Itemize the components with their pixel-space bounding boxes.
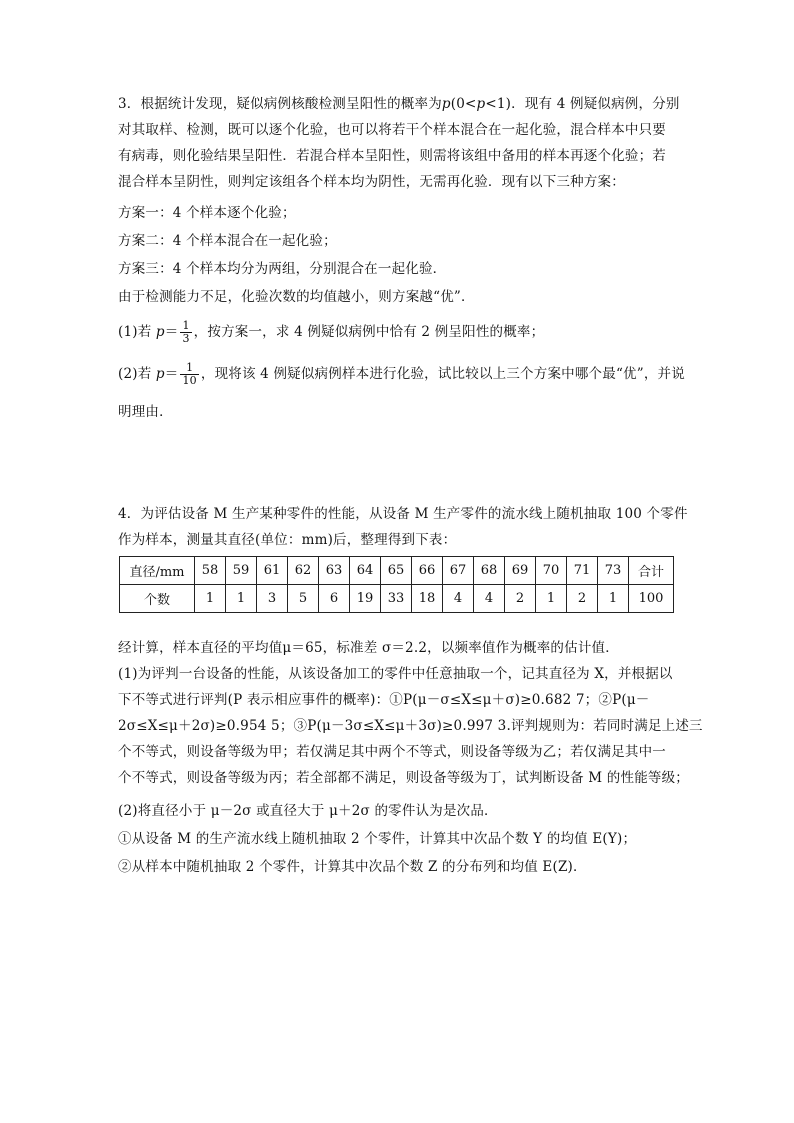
table-cell: 19: [350, 585, 381, 613]
q3-text: 3．根据统计发现，疑似病例核酸检测呈阳性的概率为: [118, 96, 442, 112]
part-label: (2)若: [118, 366, 156, 382]
table-cell: 4: [474, 585, 505, 613]
equals: ＝: [164, 366, 179, 382]
q3-part-1: [118, 318, 544, 346]
table-cell: 6: [319, 585, 350, 613]
q3-plan-2: 方案二：4 个样本混合在一起化验；: [118, 233, 337, 249]
q3-text: ．现有 4 例疑似病例，分别: [511, 96, 680, 112]
table-cell-total: 100: [629, 585, 674, 613]
q4-line-5: 下不等式进行评判(P 表示相应事件的概率)：①P(μ－σ≤X≤μ＋σ)≥0.682 7；②P(μ－: [118, 692, 650, 708]
table-cell: 68: [474, 557, 505, 585]
table-cell: 69: [505, 557, 536, 585]
table-cell-total: 合计: [629, 557, 674, 585]
table-cell: 71: [567, 557, 598, 585]
q4-line-7: 个不等式，则设备等级为甲；若仅满足其中两个不等式，则设备等级为乙；若仅满足其中一: [118, 744, 666, 760]
q3-plan-3: 方案三：4 个样本均分为两组，分别混合在一起化验．: [118, 261, 447, 277]
fraction-one-third: [180, 320, 191, 345]
var-p: p: [155, 366, 165, 382]
q3-plan-1: 方案一：4 个样本逐个化验；: [118, 205, 296, 221]
q4-line-2: 作为样本，测量其直径(单位：mm)后，整理得到下表：: [118, 532, 457, 548]
q4-line-3: 经计算，样本直径的平均值μ＝65，标准差 σ＝2.2，以频率值作为概率的估计值．: [118, 640, 619, 656]
q3-line-4: 混合样本呈阴性，则判定该组各个样本均为阴性，无需再化验．现有以下三种方案：: [118, 174, 625, 190]
table-header-cell: 直径/mm: [120, 557, 195, 585]
denominator: 10: [182, 374, 197, 387]
equals: ＝: [164, 324, 179, 340]
q3-text: <1): [485, 96, 512, 112]
q4-line-9: (2)将直径小于 μ－2σ 或直径大于 μ＋2σ 的零件认为是次品．: [118, 803, 498, 819]
var-p: p: [155, 324, 165, 340]
part-text: ，按方案一，求 4 例疑似病例中恰有 2 例呈阳性的概率；: [193, 324, 545, 340]
table-cell: 4: [443, 585, 474, 613]
q3-var-p: p: [476, 96, 486, 112]
q3-line-2: 对其取样、检测，既可以逐个化验，也可以将若干个样本混合在一起化验，混合样本中只要: [118, 122, 666, 138]
part-text: ，现将该 4 例疑似病例样本进行化验，试比较以上三个方案中哪个最“优”，并说: [200, 366, 685, 382]
table-header-cell: 个数: [120, 585, 195, 613]
table-cell: 1: [226, 585, 257, 613]
q3-part-2: [118, 360, 685, 388]
table-cell: 67: [443, 557, 474, 585]
table-cell: 70: [536, 557, 567, 585]
table-cell: 65: [381, 557, 412, 585]
q4-line-10: ①从设备 M 的生产流水线上随机抽取 2 个零件，计算其中次品个数 Y 的均值 E(Y)；: [118, 831, 637, 847]
table-cell: 3: [257, 585, 288, 613]
table-cell: 61: [257, 557, 288, 585]
table-cell: 33: [381, 585, 412, 613]
table-cell: 62: [288, 557, 319, 585]
part-label: (1)若: [118, 324, 156, 340]
q4-line-8: 个不等式，则设备等级为丙；若全部都不满足，则设备等级为丁，试判断设备 M 的性能等级；: [118, 770, 690, 786]
q3-line-1: [118, 94, 680, 114]
q3-line-8: 由于检测能力不足，化验次数的均值越小，则方案越“优”．: [118, 289, 475, 305]
table-cell: 59: [226, 557, 257, 585]
q4-line-11: ②从样本中随机抽取 2 个零件，计算其中次品个数 Z 的分布列和均值 E(Z)．: [118, 859, 587, 875]
q3-text: (0<: [450, 96, 477, 112]
table-cell: 73: [598, 557, 629, 585]
table-cell: 63: [319, 557, 350, 585]
table-cell: 2: [567, 585, 598, 613]
q4-line-6: 2σ≤X≤μ＋2σ)≥0.954 5；③P(μ－3σ≤X≤μ＋3σ)≥0.997 3.评判规则为：若同时满足上述三: [118, 718, 703, 734]
q3-part-2-cont: 明理由．: [118, 404, 173, 420]
diameter-table: [119, 556, 674, 613]
table-row: [120, 557, 674, 585]
table-cell: 1: [536, 585, 567, 613]
table-cell: 5: [288, 585, 319, 613]
table-row: [120, 585, 674, 613]
denominator: 3: [182, 332, 190, 345]
q4-line-1: 4．为评估设备 M 生产某种零件的性能，从设备 M 生产零件的流水线上随机抽取 100 个零件: [118, 506, 688, 522]
q3-var-p: p: [441, 96, 451, 112]
numerator: 1: [182, 319, 190, 332]
table-cell: 1: [598, 585, 629, 613]
table-cell: 64: [350, 557, 381, 585]
table-cell: 1: [195, 585, 226, 613]
numerator: 1: [180, 362, 198, 375]
table-cell: 2: [505, 585, 536, 613]
table-cell: 18: [412, 585, 443, 613]
fraction-one-tenth: [180, 362, 198, 387]
q3-line-3: 有病毒，则化验结果呈阳性．若混合样本呈阳性，则需将该组中备用的样本再逐个化验；若: [118, 148, 666, 164]
table-cell: 58: [195, 557, 226, 585]
q4-line-4: (1)为评判一台设备的性能，从该设备加工的零件中任意抽取一个，记其直径为 X，并根据以: [118, 666, 673, 682]
table-cell: 66: [412, 557, 443, 585]
